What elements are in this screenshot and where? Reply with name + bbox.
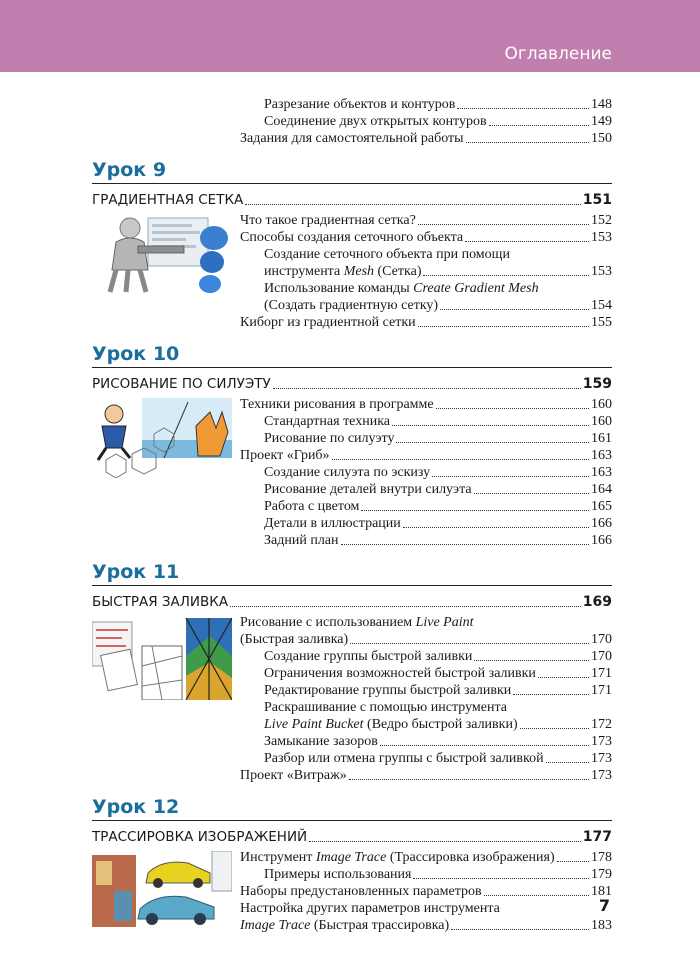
cyborg-illustration-thumbnail: [92, 214, 232, 294]
chapter-gradient-mesh[interactable]: ГРАДИЕНТНАЯ СЕТКА 151: [92, 183, 612, 210]
table-of-contents: [92, 96, 612, 934]
toc-entry[interactable]: Разрезание объектов и контуров 148: [264, 97, 612, 112]
toc-entry[interactable]: Рисование по силуэту 161: [264, 431, 612, 446]
toc-entry[interactable]: инструмента Mesh (Сетка) 153: [264, 264, 612, 279]
toc-entry[interactable]: Наборы предустановленных параметров 181: [240, 884, 612, 899]
toc-entry[interactable]: Киборг из градиентной сетки 155: [240, 315, 612, 330]
cartoon-illustration-thumbnail: [92, 398, 232, 478]
toc-entry[interactable]: Разбор или отмена группы с быстрой заливкой 173: [264, 751, 612, 766]
toc-entry[interactable]: (Создать градиентную сетку) 154: [264, 298, 612, 313]
running-head-title: Оглавление: [504, 44, 612, 64]
toc-entry[interactable]: Задания для самостоятельной работы 150: [240, 131, 612, 146]
toc-entry[interactable]: Редактирование группы быстрой заливки 171: [264, 683, 612, 698]
lesson-10-label: Урок 10: [92, 343, 180, 365]
lesson-12-block: [92, 849, 612, 934]
toc-entry[interactable]: Инструмент Image Trace (Трассировка изображения) 178: [240, 850, 612, 865]
toc-entry[interactable]: Что такое градиентная сетка? 152: [240, 213, 612, 228]
toc-entry[interactable]: Создание группы быстрой заливки 170: [264, 649, 612, 664]
toc-entry[interactable]: Соединение двух открытых контуров 149: [264, 114, 612, 129]
toc-entry[interactable]: Замыкание зазоров 173: [264, 734, 612, 749]
lesson-9-label: Урок 9: [92, 159, 167, 181]
toc-entry[interactable]: Техники рисования в программе 160: [240, 397, 612, 412]
toc-entry[interactable]: Работа с цветом 165: [264, 499, 612, 514]
lesson-11-block: [92, 614, 612, 784]
toc-entry[interactable]: Примеры использования 179: [264, 867, 612, 882]
lesson-10-block: [92, 396, 612, 549]
toc-entry[interactable]: Ограничения возможностей быстрой заливки 171: [264, 666, 612, 681]
stained-glass-illustration-thumbnail: [92, 616, 232, 700]
toc-entry[interactable]: Image Trace (Быстрая трассировка) 183: [240, 918, 612, 933]
chapter-silhouette-drawing[interactable]: РИСОВАНИЕ ПО СИЛУЭТУ 159: [92, 367, 612, 394]
lesson-11-label: Урок 11: [92, 561, 180, 583]
chapter-live-paint[interactable]: БЫСТРАЯ ЗАЛИВКА 169: [92, 585, 612, 612]
toc-entry[interactable]: Рисование деталей внутри силуэта 164: [264, 482, 612, 497]
toc-entry[interactable]: Проект «Гриб» 163: [240, 448, 612, 463]
toc-entry-line: Рисование с использованием Live Paint: [240, 615, 474, 630]
toc-entry[interactable]: Создание силуэта по эскизу 163: [264, 465, 612, 480]
toc-entry-line: Настройка других параметров инструмента: [240, 901, 500, 916]
car-trace-illustration-thumbnail: [92, 851, 232, 927]
toc-entry[interactable]: (Быстрая заливка) 170: [240, 632, 612, 647]
lesson-9-block: [92, 212, 612, 331]
toc-entry-line: Создание сеточного объекта при помощи: [264, 247, 510, 262]
toc-entry-line: Раскрашивание с помощью инструмента: [264, 700, 507, 715]
toc-entry[interactable]: Задний план 166: [264, 533, 612, 548]
page-number: 7: [598, 896, 610, 915]
header-band: [0, 0, 700, 72]
toc-entry[interactable]: Детали в иллюстрации 166: [264, 516, 612, 531]
toc-entry[interactable]: Проект «Витраж» 173: [240, 768, 612, 783]
toc-entry[interactable]: Стандартная техника 160: [264, 414, 612, 429]
lesson-12-label: Урок 12: [92, 796, 180, 818]
toc-entry[interactable]: Live Paint Bucket (Ведро быстрой заливки) 172: [264, 717, 612, 732]
chapter-image-trace[interactable]: ТРАССИРОВКА ИЗОБРАЖЕНИЙ 177: [92, 820, 612, 847]
toc-entry[interactable]: Способы создания сеточного объекта 153: [240, 230, 612, 245]
toc-entry-line: Использование команды Create Gradient Mesh: [264, 281, 539, 296]
